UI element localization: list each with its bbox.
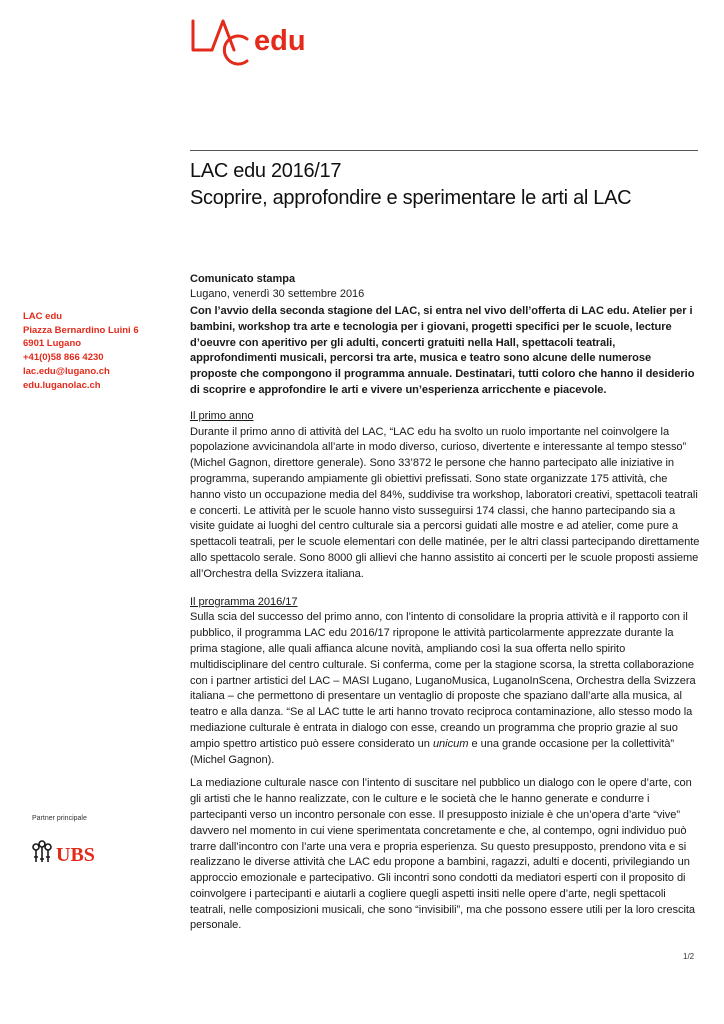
ubs-keys-icon bbox=[33, 841, 51, 862]
ubs-logo bbox=[30, 838, 105, 868]
press-release-label: Comunicato stampa bbox=[190, 273, 296, 285]
programma-text-b: e una grande occasione per la collettività” (Michel Gagnon). bbox=[190, 737, 675, 766]
section-paragraph-primo-anno: Durante il primo anno di attività del LAC, “LAC edu ha svolto un ruolo importante nel coinvolgere la popolazione avvicinandola all’arte in modo diverso, curioso, divertente e interessante al tempo stesso” (Michel Gagnon, direttore generale). Sono 33’872 le persone che hanno partecipato alle iniziative in programma, superando ampiamente gli obiettivi prefissati. Sono state organizzate 175 attività, che hanno visto un occupazione media del 84%, suddivise tra workshop, laboratori creativi, spettacoli teatrali e concerti. Le attività per le scuole hanno visto susseguirsi 174 classi, che hanno partecipando sia a visite guidate ai luoghi del centro culturale sia a percorsi guidati alle mostre e ad atelier, come pure a spettacoli teatrali, per le scuole elementari con delle matinée, per le altri classi partecipando direttamente allo spettacolo serale. Sono 8000 gli allievi che hanno assistito ai concerti per le scuole proposti assieme all’Orchestra della Svizzera italiana. bbox=[190, 425, 700, 580]
section-paragraph-programma bbox=[190, 610, 700, 768]
section-paragraph-mediazione: La mediazione culturale nasce con l’intento di suscitare nel pubblico un dialogo con le opere d’arte, con gli artisti che le hanno realizzate, con le culture e le società che le hanno generate e condurre i partecipanti verso un incontro personale con esse. Il presupposto iniziale è che un’opera d’arte “vive” davvero nel momento in cui viene sperimentata concretamente e che, al contempo, ogni individuo può trarre dall’incontro con l’arte una vera e propria esperienza. Su questo presupposto, prendono vita e si realizzano le diverse attività che LAC edu propone a bambini, ragazzi, adulti e docenti, privilegiando un approccio emozionale e partecipativo. Gli incontri sono condotti da mediatori esperti con il proposito di coinvolgere i partecipanti e aiutarli a cogliere quegli aspetti insiti nelle opere d’arte, negli spettacoli teatrali, nelle composizioni musicali, che sono “invisibili”, ma che possono essere utili per la loro crescita personale. bbox=[190, 777, 696, 932]
svg-text:edu: edu bbox=[254, 25, 306, 57]
programma-italic-term: unicum bbox=[432, 737, 469, 750]
section-heading-primo-anno: Il primo anno bbox=[190, 409, 254, 422]
title-line-2: Scoprire, approfondire e sperimentare le arti al LAC bbox=[190, 187, 632, 209]
contact-address: Piazza Bernardino Luini 6 bbox=[23, 324, 139, 336]
partner-label: Partner principale bbox=[32, 815, 87, 822]
contact-block bbox=[23, 310, 173, 392]
header-rule bbox=[190, 150, 698, 151]
page-title bbox=[190, 158, 710, 212]
contact-name: LAC edu bbox=[23, 311, 63, 322]
article-body bbox=[190, 304, 700, 934]
contact-website[interactable]: edu.luganolac.ch bbox=[23, 379, 101, 391]
lac-edu-logo bbox=[190, 18, 310, 78]
svg-text:UBS: UBS bbox=[56, 844, 95, 866]
page-number: 1/2 bbox=[683, 952, 695, 961]
contact-phone: +41(0)58 866 4230 bbox=[23, 352, 104, 364]
section-heading-programma: Il programma 2016/17 bbox=[190, 595, 298, 608]
title-line-1: LAC edu 2016/17 bbox=[190, 160, 342, 182]
press-release-date: Lugano, venerdì 30 settembre 2016 bbox=[190, 288, 365, 300]
lead-paragraph: Con l’avvio della seconda stagione del LAC, si entra nel vivo dell’offerta di LAC edu. Atelier per i bambini, workshop tra arte e tecnologia per i giovani, progetti specifici per le scuole, lecture d’oeuvre con aperitivo per gli adulti, concerti gratuiti nella Hall, spettacoli teatrali, approfondimenti musicali, percorsi tra arte, musica e teatro sono alcune delle numerose proposte che compongono il programma annuale. Destinatari, tutti coloro che hanno il desiderio di scoprire e approfondire le arti e vivere un’esperienza arricchente e piacevole. bbox=[190, 305, 695, 396]
contact-city: 6901 Lugano bbox=[23, 338, 82, 350]
programma-text-a: Sulla scia del successo del primo anno, con l’intento di consolidare la propria attività e il rapporto con il pubblico, il programma LAC edu 2016/17 ripropone le attività particolarmente apprezzate durante la prima stagione, alle quali affianca alcune novità, ampliando così la sua offerta nello spirito multidisciplinare del centro culturale. Si conferma, come per la stagione scorsa, la stretta collaborazione con i partner artistici del LAC – MASI Lugano, LuganoMusica, LuganoInScena, Orchestra della Svizzera italiana – che permettono di presentare un ventaglio di proposte che spaziano dall’arte alla musica, al teatro e alla danza. “Se al LAC tutte le arti hanno trovato reciproca contaminazione, allo stesso modo la mediazione culturale è entrata in dialogo con esse, creando un programma che proprio grazie al suo ampio spettro artistico può essere considerato un bbox=[190, 611, 696, 750]
contact-email[interactable]: lac.edu@lugano.ch bbox=[23, 365, 110, 377]
